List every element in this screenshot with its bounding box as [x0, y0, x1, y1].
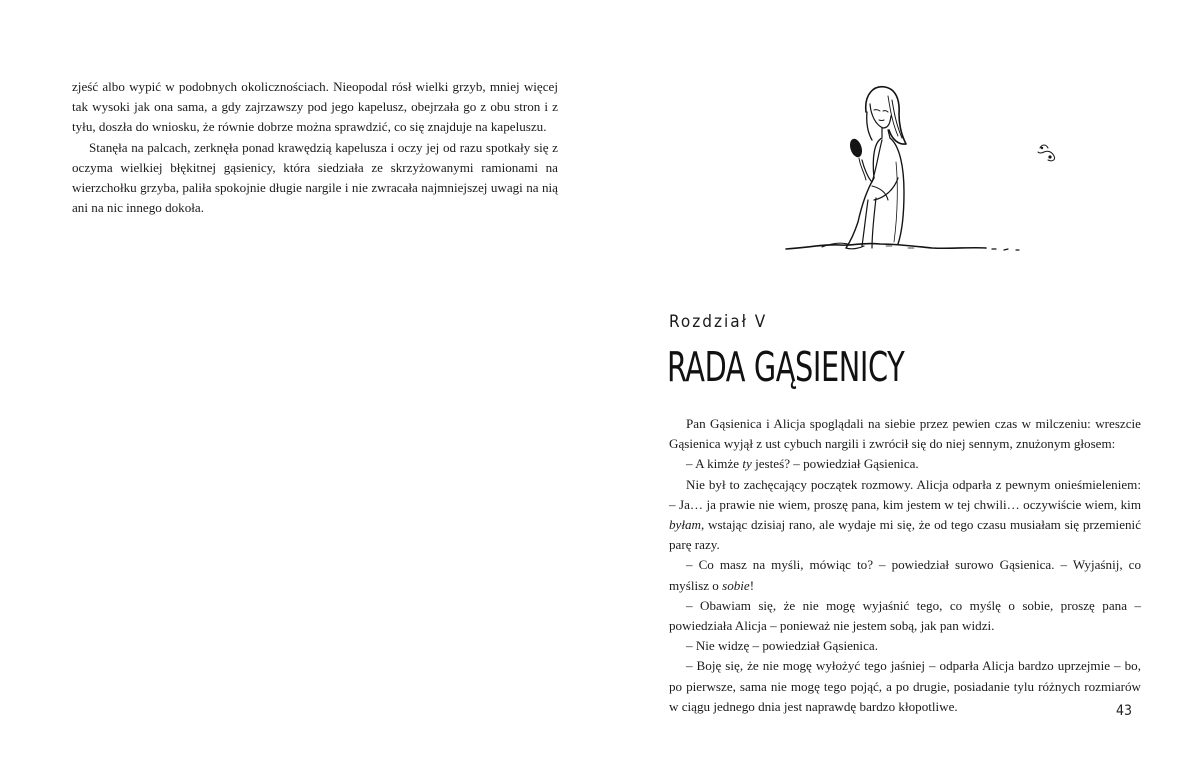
page-number: 43 [1115, 703, 1132, 719]
paragraph: Nie był to zachęcający początek rozmowy. Alicja odparła z pewnym onieśmieleniem: – Ja… ja prawie nie wiem, proszę pana, kim jestem w tej chwili… oczywiście wiem, kim byłam, wstając dzisiaj rano, ale wydaje mi się, że od tego czasu musiałam się przemienić parę razy. [669, 476, 1141, 553]
chapter-label: Rozdział V [669, 312, 768, 332]
girl-sitting-with-hand-mirror-icon [782, 82, 1064, 262]
left-page-text [72, 77, 558, 218]
paragraph: – Obawiam się, że nie mogę wyjaśnić tego, co myślę o sobie, proszę pana – powiedziała Alicja – ponieważ nie jestem sobą, jak pan widzi. [669, 597, 1141, 634]
paragraph: Pan Gąsienica i Alicja spoglądali na siebie przez pewien czas w milczeniu: wreszcie Gąsienica wyjął z ust cybuch nargili i zwrócił się do niej sennym, znużonym głosem: [669, 416, 1141, 452]
paragraph: Stanęła na palcach, zerknęła ponad krawędzią kapelusza i oczy jej od razu spotkały się z oczyma wielkiej błękitnej gąsienicy, która siedziała ze skrzyżowanymi ramionami na wierzchołku grzyba, paliła spokojnie długie nargile i nie zwracała najmniejszej uwagi na nią ani na nic innego dokoła. [72, 139, 558, 216]
paragraph: – Boję się, że nie mogę wyłożyć tego jaśniej – odparła Alicja bardzo uprzejmie – bo, po pierwsze, sama nie mogę tego pojąć, a po drugie, posiadanie tylu różnych rozmiarów w ciągu jednego dnia jest naprawdę bardzo kłopotliwe. [669, 658, 1141, 714]
chapter-title: RADA GĄSIENICY [667, 343, 905, 391]
right-page-text [669, 414, 1141, 717]
paragraph: zjeść albo wypić w podobnych okolicznościach. Nieopodal rósł wielki grzyb, mniej więcej tak wysoki jak ona sama, a gdy zajrzawszy pod jego kapelusz, obejrzała go z obu stron i z tyłu, doszła do wniosku, że równie dobrze można sprawdzić, co się znajduje na kapeluszu. [72, 79, 558, 135]
paragraph: – A kimże ty jesteś? – powiedział Gąsienica. [686, 456, 919, 472]
paragraph: – Co masz na myśli, mówiąc to? – powiedział surowo Gąsienica. – Wyjaśnij, co myślisz o sobie! [669, 557, 1141, 593]
paragraph: – Nie widzę – powiedział Gąsienica. [686, 638, 878, 654]
right-page [600, 0, 1200, 782]
